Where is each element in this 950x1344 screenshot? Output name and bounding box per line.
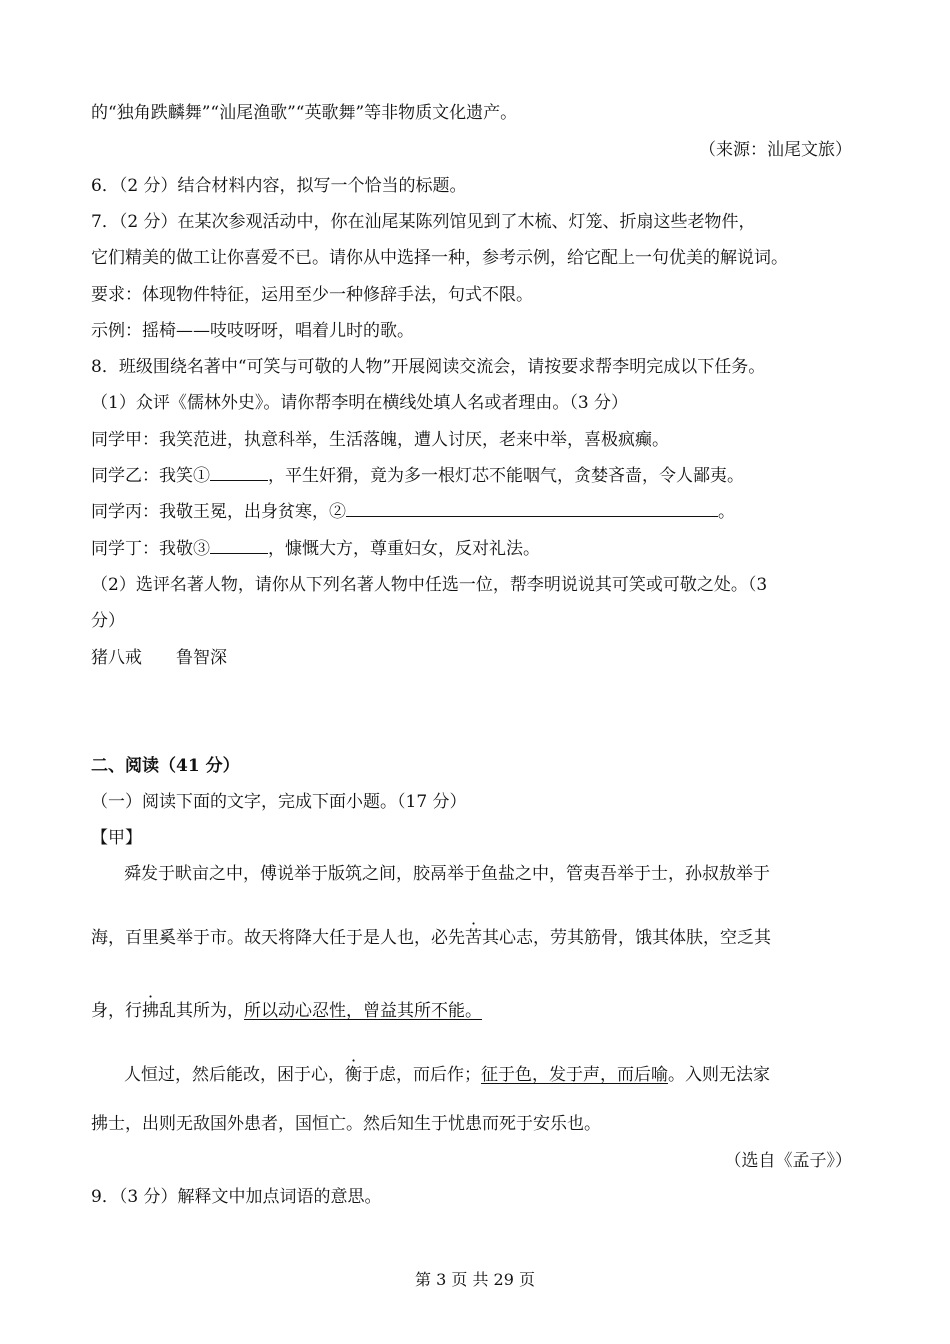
question-8-part-1: （1）众评《儒林外史》。请你帮李明在横线处填人名或者理由。（3 分） bbox=[91, 393, 629, 413]
dotted-word: 苦 bbox=[465, 928, 482, 948]
passage-text: 。入则无法家 bbox=[668, 1065, 770, 1085]
subsection-heading: （一）阅读下面的文字，完成下面小题。（17 分） bbox=[91, 792, 467, 812]
source-citation: （选自《孟子》） bbox=[724, 1151, 852, 1171]
page-footer: 第 3 页 共 29 页 bbox=[415, 1270, 535, 1289]
text-line: 的“独角跌麟舞”“汕尾渔歌”“英歌舞”等非物质文化遗产。 bbox=[91, 103, 518, 123]
underlined-sentence: 所以动心忍性，曾益其所不能。 bbox=[244, 1001, 482, 1021]
question-7-requirement: 要求：体现物件特征，运用至少一种修辞手法，句式不限。 bbox=[91, 285, 533, 305]
question-7-line-2: 它们精美的做工让你喜爱不已。请你从中选择一种，参考示例，给它配上一句优美的解说词。 bbox=[91, 248, 788, 268]
student-yi-prefix: 同学乙：我笑① bbox=[91, 466, 210, 486]
underlined-sentence: 征于色，发于声，而后喻 bbox=[481, 1065, 668, 1085]
section-heading: 二、阅读（41 分） bbox=[91, 756, 240, 776]
question-7-example: 示例：摇椅——吱吱呀呀，唱着儿时的歌。 bbox=[91, 321, 414, 341]
answer-blank-3[interactable] bbox=[210, 537, 268, 554]
question-9: 9．（3 分）解释文中加点词语的意思。 bbox=[91, 1187, 382, 1207]
student-bing-prefix: 同学丙：我敬王冕，出身贫寒，② bbox=[91, 502, 346, 522]
answer-blank-1[interactable] bbox=[210, 464, 268, 481]
question-8-part-2: （2）选评名著人物，请你从下列名著人物中任选一位，帮李明说说其可笑或可敬之处。（3 bbox=[91, 575, 768, 595]
character-options: 猪八戒 鲁智深 bbox=[91, 648, 227, 668]
passage-text: 于虑，而后作； bbox=[362, 1065, 481, 1085]
question-7-line-1: 7．（2 分）在某次参观活动中，你在汕尾某陈列馆见到了木梳、灯笼、折扇这些老物件， bbox=[91, 212, 756, 232]
answer-blank-2[interactable] bbox=[346, 500, 718, 517]
student-ding bbox=[91, 537, 540, 561]
passage-text: 乱其所为， bbox=[159, 1001, 244, 1021]
dotted-word: 拂 bbox=[142, 1001, 159, 1021]
passage-text: 海，百里奚举于市。故天将降大任于是人也，必先 bbox=[91, 928, 465, 948]
passage-text: 其心志，劳其筋骨，饿其体肤，空乏其 bbox=[482, 928, 771, 948]
student-ding-prefix: 同学丁：我敬③ bbox=[91, 539, 210, 559]
question-8-part-2-cont: 分） bbox=[91, 611, 125, 631]
student-bing-suffix: 。 bbox=[718, 502, 735, 522]
question-6: 6．（2 分）结合材料内容，拟写一个恰当的标题。 bbox=[91, 176, 467, 196]
student-jia: 同学甲：我笑范进，执意科举，生活落魄，遭人讨厌，老来中举，喜极疯癫。 bbox=[91, 430, 669, 450]
passage-tag: 【甲】 bbox=[91, 828, 142, 848]
question-8: 8．班级围绕名著中“可笑与可敬的人物”开展阅读交流会，请按要求帮李明完成以下任务。 bbox=[91, 357, 766, 377]
passage-line-2 bbox=[91, 926, 771, 950]
student-ding-suffix: ，慷慨大方，尊重妇女，反对礼法。 bbox=[268, 539, 540, 559]
passage-line-1: 舜发于畎亩之中，傅说举于版筑之间，胶鬲举于鱼盐之中，管夷吾举于士，孙叔敖举于 bbox=[124, 864, 770, 884]
passage-line-5: 拂士，出则无敌国外患者，国恒亡。然后知生于忧患而死于安乐也。 bbox=[91, 1114, 601, 1134]
passage-line-4 bbox=[124, 1063, 770, 1087]
student-yi-suffix: ，平生奸猾，竟为多一根灯芯不能咽气，贪婪吝啬，令人鄙夷。 bbox=[268, 466, 744, 486]
student-bing bbox=[91, 500, 735, 524]
dotted-word: 衡 bbox=[345, 1065, 362, 1085]
source-citation: （来源：汕尾文旅） bbox=[699, 140, 852, 160]
passage-line-3 bbox=[91, 999, 482, 1023]
passage-text: 人恒过，然后能改，困于心， bbox=[124, 1065, 345, 1085]
passage-text: 身，行 bbox=[91, 1001, 142, 1021]
student-yi bbox=[91, 464, 744, 488]
